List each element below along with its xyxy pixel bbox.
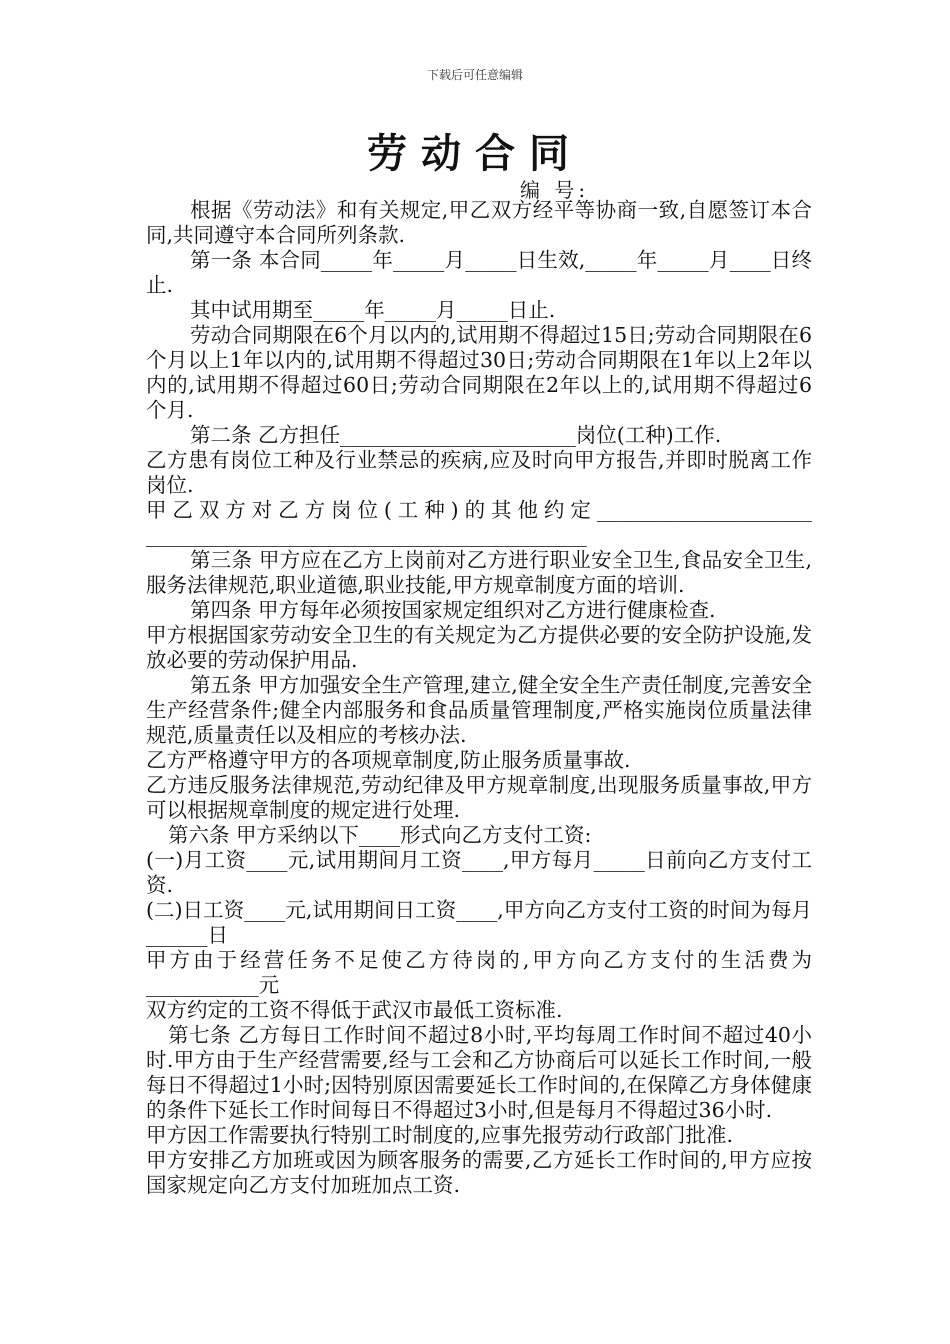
page-title: 劳动合同 [367, 131, 583, 177]
paragraph: 乙方患有岗位工种及行业禁忌的疾病,应及时向甲方报告,并即时脱离工作岗位. [146, 448, 812, 497]
paragraph: 甲方由于经营任务不足使乙方待岗的,甲方向乙方支付的生活费为 ___________元 [146, 948, 812, 997]
paragraph: 根据《劳动法》和有关规定,甲乙双方经平等协商一致,自愿签订本合同,共同遵守本合同所列条款. [146, 198, 812, 247]
paragraph: 劳动合同期限在6个月以内的,试用期不得超过15日;劳动合同期限在6个月以上1年以内的,试用期不得超过30日;劳动合同期限在1年以上2年以内的,试用期不得超过60日;劳动合同期限在2年以上的,试用期不得超过6个月. [146, 323, 812, 422]
paragraph: 第二条 乙方担任_______________________岗位(工种)工作. [190, 423, 722, 447]
paragraph: (一)月工资____元,试用期间月工资____,甲方每月_____日前向乙方支付工资. [146, 848, 812, 897]
paragraph: 其中试用期至_____年_____月_____日止. [190, 298, 556, 322]
header-note: 下载后可任意编辑 [426, 68, 523, 82]
paragraph: (二)日工资____元,试用期间日工资____,甲方向乙方支付工资的时间为每月______日 [146, 898, 812, 947]
paragraph: 第四条 甲方每年必须按国家规定组织对乙方进行健康检查. [190, 598, 716, 622]
paragraph: 甲方因工作需要执行特别工时制度的,应事先报劳动行政部门批准. [146, 1123, 734, 1147]
paragraph: 第一条 本合同_____年_____月_____日生效,_____年_____月____日终止. [146, 248, 812, 297]
paragraph: 乙方严格遵守甲方的各项规章制度,防止服务质量事故. [146, 748, 631, 772]
paragraph: 第五条 甲方加强安全生产管理,建立,健全安全生产责任制度,完善安全生产经营条件;健全内部服务和食品质量管理制度,严格实施岗位质量法律规范,质量责任以及相应的考核办法. [146, 673, 812, 747]
paragraph: 双方约定的工资不得低于武汉市最低工资标准. [146, 998, 563, 1022]
paragraph: 第六条 甲方采纳以下____形式向乙方支付工资: [168, 823, 592, 847]
paragraph: 甲方根据国家劳动安全卫生的有关规定为乙方提供必要的安全防护设施,发放必要的劳动保护用品. [146, 623, 812, 672]
paragraph: 甲方安排乙方加班或因为顾客服务的需要,乙方延长工作时间的,甲方应按国家规定向乙方支付加班加点工资. [146, 1148, 812, 1197]
serial-number-label: 编 号: [520, 178, 590, 202]
contract-body [146, 198, 812, 1198]
paragraph: 甲乙双方对乙方岗位(工种)的其他约定_____________________ ___________________________________________ [146, 498, 812, 547]
paragraph: 乙方违反服务法律规范,劳动纪律及甲方规章制度,出现服务质量事故,甲方可以根据规章制度的规定进行处理. [146, 773, 812, 822]
paragraph: 第七条 乙方每日工作时间不超过8小时,平均每周工作时间不超过40小时.甲方由于生产经营需要,经与工会和乙方协商后可以延长工作时间,一般每日不得超过1小时;因特别原因需要延长工作时间的,在保障乙方身体健康的条件下延长工作时间每日不得超过3小时,但是每月不得超过36小时. [146, 1023, 812, 1122]
paragraph: 第三条 甲方应在乙方上岗前对乙方进行职业安全卫生,食品安全卫生,服务法律规范,职业道德,职业技能,甲方规章制度方面的培训. [146, 548, 812, 597]
